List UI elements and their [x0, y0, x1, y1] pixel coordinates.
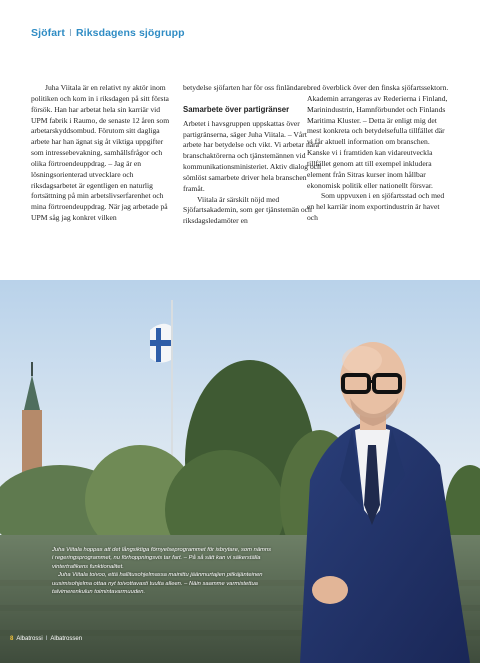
caption-finnish: Juha Viitala toivoo, että hallitusohjelmassa mainittu jäänmurtajien pitkäjänteinen uusimisohjelma ottaa nyt toivottavasti tuulta alleen. – Näin saamme varmistettua talvimerenkulun toimintavarmuuden. [52, 572, 263, 596]
page-footer [10, 636, 82, 642]
section-title: Sjöfart [31, 27, 65, 39]
paragraph: Arbetet i havsgruppen uppskattas över partigränserna, säger Juha Viitala. – Vårt arbete har betydelse och vikt. Vi arbetar nära branschaktörerna och tjänstemännen vid kommunikationsministeriet. Aktiv dialog och sömlöst samarbete driver hela branschen framåt. [183, 118, 321, 193]
footer-separator: I [45, 636, 48, 642]
page-number: 8 [10, 636, 14, 642]
article-column-3 [307, 83, 449, 224]
paragraph: Som uppvuxen i en sjöfartsstad och med en hel karriär inom exportindustrin är havet och [307, 191, 445, 223]
article-body [0, 0, 480, 280]
portrait-photo [0, 280, 480, 663]
article-column-1 [31, 83, 173, 224]
caption-swedish: Juha Viitala hoppas att det långsiktiga förnyelseprogrammet för isbrytare, som nämns i regeringsprogrammet, nu förhoppningsvis tar fart. – På så sätt kan vi säkerställa vintertrafikens funktionalitet. [52, 547, 271, 570]
photo-caption [52, 546, 272, 596]
paragraph: Viitala är särskilt nöjd med Sjöfartsakademin, som ger tjänstemän och riksdagsledamöter en [183, 194, 312, 226]
magazine-name-sv: Albatrossen [50, 636, 83, 642]
article-column-2 [183, 83, 325, 227]
photo-illustration [0, 280, 480, 663]
section-subtitle: Riksdagens sjögrupp [76, 27, 185, 39]
subheading: Samarbete över partigränser [183, 104, 290, 114]
header-separator: I [68, 27, 72, 39]
paragraph: Juha Viitala är en relativt ny aktör inom politiken och kom in i riksdagen på sitt första försök. Han har arbetat hela sin karriär vid UPM fabrik i Raumo, de senaste 12 åren som arbetarskyddsombud. Förutom sitt dagliga arbete har han ägnat sig åt viktiga uppgifter som intressebevakning, samhällsfrågor och olika förtroendeuppdrag. – Jag är en lösningsorienterad utvecklare och riksdagsarbetet är egentligen en naturlig fortsättning på min arbetslivserfarenhet och mina förtroendeuppdrag. När jag arbetade på UPM såg jag konkret vilken [31, 83, 170, 223]
paragraph: bred överblick över den finska sjöfartssektorn. Akademin arrangeras av Rederierna i Finland, Marinindustrin, Hamnförbundet och Finlands Maritima Kluster. – Detta är enligt mig det mest konkreta och betydelsefulla tillfället där vi får aktuell information om branschen. Kanske vi i framtiden kan vidareutveckla tillfället genom att till exempel inkludera element från Sitras kurser inom hållbar ekonomisk politik eller nationellt försvar. [307, 83, 449, 190]
paragraph: betydelse sjöfarten har för oss finländare. [183, 83, 309, 92]
magazine-name: Albatrossi [16, 636, 43, 642]
